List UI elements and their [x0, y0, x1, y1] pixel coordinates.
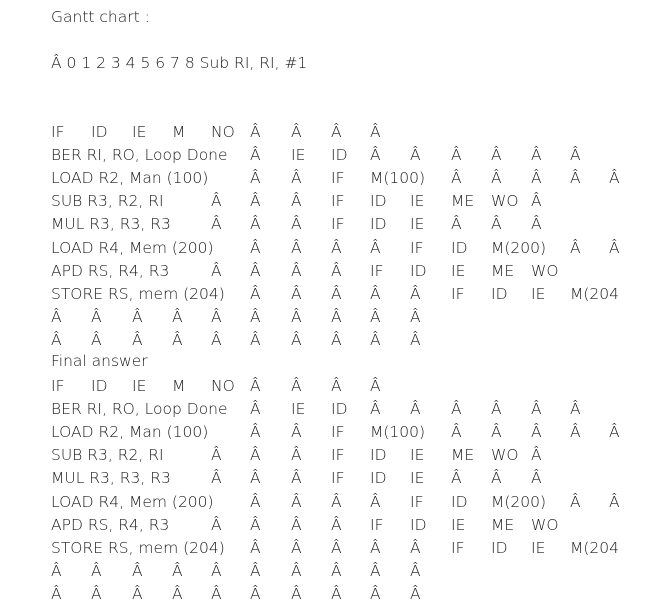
table-cell: M(100) — [370, 423, 426, 442]
row-label: LOAD R2, Man (100) — [51, 423, 209, 442]
table-cell: Â — [250, 169, 261, 188]
table-cell: Â — [291, 377, 302, 395]
table-cell: Â — [250, 561, 261, 580]
table-cell: Â — [291, 469, 302, 488]
table-cell: Â — [172, 584, 183, 603]
row-label: SUB R3, R2, RI — [51, 192, 164, 211]
table-cell: IE — [132, 377, 147, 395]
table-cell: ME — [491, 261, 515, 280]
table-cell: IF — [370, 261, 384, 280]
table-cell: Â — [91, 584, 102, 603]
table-cell: Â — [531, 423, 542, 442]
table-cell: Â — [410, 146, 421, 165]
table-cell: Â — [250, 123, 261, 141]
table-cell: IE — [291, 400, 306, 419]
table-cell: Â — [250, 400, 261, 419]
table-cell: IE — [410, 215, 425, 234]
table-cell: ME — [491, 515, 515, 534]
table-row — [0, 191, 667, 211]
table-row — [0, 145, 667, 165]
table-cell: Â — [291, 584, 302, 603]
table-cell: Â — [291, 284, 302, 303]
table-cell: IE — [132, 123, 147, 141]
table-row — [0, 515, 667, 535]
table-cell: Â — [291, 215, 302, 234]
table-cell: ID — [370, 469, 387, 488]
row-label: STORE RS, mem (204) — [51, 538, 225, 557]
table-cell: Â — [250, 284, 261, 303]
table-cell: ID — [491, 284, 508, 303]
table-cell: Â — [211, 584, 222, 603]
table-cell: Â — [331, 377, 342, 395]
table-cell: Â — [291, 238, 302, 257]
row-label: IF — [51, 123, 65, 141]
table-cell: IF — [331, 469, 345, 488]
table-cell: Â — [451, 400, 462, 419]
table-cell: Â — [250, 515, 261, 534]
row-label: Â — [51, 330, 62, 349]
table-cell: Â — [570, 146, 581, 165]
table-cell: ID — [370, 446, 387, 465]
table-cell: ID — [91, 377, 108, 395]
table-cell: Â — [250, 261, 261, 280]
table-cell: Â — [211, 261, 222, 280]
table-cell: ID — [370, 192, 387, 211]
table-cell: Â — [531, 169, 542, 188]
table-cell: IF — [331, 215, 345, 234]
table-cell: Â — [291, 261, 302, 280]
table-cell: M(204 — [570, 284, 620, 303]
table-cell: Â — [250, 215, 261, 234]
row-label: MUL R3, R3, R3 — [51, 215, 171, 234]
table-cell: WO — [491, 446, 519, 465]
row-label: APD RS, R4, R3 — [51, 261, 170, 280]
table-cell: Â — [570, 423, 581, 442]
table-cell: ME — [451, 192, 475, 211]
table-cell: Â — [531, 192, 542, 211]
table-cell: Â — [370, 538, 381, 557]
table-cell: Â — [331, 584, 342, 603]
row-label: BER RI, RO, Loop Done — [51, 400, 228, 419]
table-cell: Â — [250, 307, 261, 326]
table-cell: IF — [370, 515, 384, 534]
table-cell: Â — [570, 238, 581, 257]
table-row — [0, 492, 667, 512]
table-cell: Â — [172, 330, 183, 349]
table-cell: Â — [211, 192, 222, 211]
row-label: Â — [51, 307, 62, 326]
table-cell: Â — [370, 377, 381, 395]
row-label: LOAD R2, Man (100) — [51, 169, 209, 188]
row-label: STORE RS, mem (204) — [51, 284, 225, 303]
table-cell: Â — [609, 169, 620, 188]
table-cell: Â — [370, 400, 381, 419]
table-cell: Â — [491, 400, 502, 419]
table-cell: ID — [370, 215, 387, 234]
table-cell: Â — [172, 307, 183, 326]
table-cell: Â — [250, 469, 261, 488]
table-cell: Â — [211, 469, 222, 488]
table-cell: Â — [91, 307, 102, 326]
table-cell: Â — [531, 446, 542, 465]
table-cell: ID — [451, 238, 468, 257]
table-cell: Â — [250, 238, 261, 257]
table-cell: ID — [91, 123, 108, 141]
table-cell: Â — [491, 169, 502, 188]
table-cell: IE — [451, 261, 466, 280]
table-cell: Â — [370, 492, 381, 511]
table-cell: Â — [370, 330, 381, 349]
table-cell: Â — [250, 584, 261, 603]
table-cell: Â — [410, 538, 421, 557]
table-cell: Â — [211, 215, 222, 234]
table-cell: Â — [291, 423, 302, 442]
row-label: Â — [51, 584, 62, 603]
table-row — [0, 307, 667, 327]
table-cell: Â — [451, 169, 462, 188]
table-cell: Â — [370, 146, 381, 165]
table-cell: Â — [331, 330, 342, 349]
table-cell: Â — [172, 561, 183, 580]
row-label: LOAD R4, Mem (200) — [51, 238, 214, 257]
table-cell: Â — [331, 284, 342, 303]
table-row — [0, 468, 667, 488]
row-label: IF — [51, 377, 65, 395]
table-cell: Â — [451, 146, 462, 165]
table-cell: WO — [531, 515, 559, 534]
table-cell: Â — [250, 330, 261, 349]
table-cell: Â — [570, 400, 581, 419]
table-cell: IF — [410, 238, 424, 257]
row-label: SUB R3, R2, RI — [51, 446, 164, 465]
row-label: Â — [51, 561, 62, 580]
table-cell: M(200) — [491, 238, 547, 257]
table-cell: NO — [211, 123, 235, 141]
table-cell: Â — [451, 215, 462, 234]
table-cell: Â — [331, 492, 342, 511]
table-row — [0, 168, 667, 188]
table-cell: IF — [331, 423, 345, 442]
table-cell: WO — [491, 192, 519, 211]
table-cell: IF — [410, 492, 424, 511]
heading: Gantt chart : — [51, 8, 150, 26]
table-cell: Â — [331, 538, 342, 557]
table-cell: M(204 — [570, 538, 620, 557]
row-label: BER RI, RO, Loop Done — [51, 146, 228, 165]
table-cell: Â — [211, 330, 222, 349]
table-cell: ME — [451, 446, 475, 465]
table-cell: Â — [370, 561, 381, 580]
table-cell: IE — [531, 284, 546, 303]
table-cell: IF — [331, 446, 345, 465]
table-cell: NO — [211, 377, 235, 395]
table-cell: ID — [491, 538, 508, 557]
table-cell: Â — [531, 215, 542, 234]
table-row — [0, 214, 667, 234]
table-cell: Â — [331, 261, 342, 280]
table-cell: Â — [91, 561, 102, 580]
table-cell: Â — [491, 423, 502, 442]
table-cell: ID — [331, 400, 348, 419]
table-cell: Â — [211, 446, 222, 465]
table-cell: Â — [410, 307, 421, 326]
table-row — [0, 422, 667, 442]
table-cell: ID — [331, 146, 348, 165]
table-cell: ID — [451, 492, 468, 511]
header-line: Â 0 1 2 3 4 5 6 7 8 Sub RI, RI, #1 — [51, 54, 308, 72]
table-cell: IF — [451, 284, 465, 303]
table-cell: Â — [211, 515, 222, 534]
table-cell: Â — [609, 492, 620, 511]
table-cell: Â — [609, 423, 620, 442]
table-cell: Â — [291, 446, 302, 465]
row-label: APD RS, R4, R3 — [51, 515, 170, 534]
table-cell: Â — [570, 169, 581, 188]
table-cell: Â — [491, 469, 502, 488]
table-cell: Â — [132, 561, 143, 580]
table-cell: IF — [331, 192, 345, 211]
table-row — [0, 399, 667, 419]
table-cell: Â — [331, 123, 342, 141]
row-label: LOAD R4, Mem (200) — [51, 492, 214, 511]
table-cell: Â — [451, 469, 462, 488]
table-cell: Â — [211, 561, 222, 580]
table-cell: IF — [451, 538, 465, 557]
table-cell: IE — [410, 469, 425, 488]
table-cell: M(200) — [491, 492, 547, 511]
table-cell: Â — [250, 492, 261, 511]
table-cell: Â — [570, 492, 581, 511]
table-cell: Â — [410, 561, 421, 580]
table-cell: Â — [250, 192, 261, 211]
row-label: MUL R3, R3, R3 — [51, 469, 171, 488]
table-cell: ID — [410, 261, 427, 280]
table-cell: Â — [451, 423, 462, 442]
table-cell: Â — [291, 192, 302, 211]
table-cell: Â — [531, 469, 542, 488]
table-cell: Â — [291, 538, 302, 557]
table-row — [0, 330, 667, 350]
table-cell: Â — [291, 330, 302, 349]
table-cell: Â — [531, 146, 542, 165]
table-row — [0, 584, 667, 604]
table-cell: Â — [132, 330, 143, 349]
table-cell: Â — [250, 446, 261, 465]
table-cell: IE — [410, 192, 425, 211]
table-cell: Â — [132, 584, 143, 603]
table-cell: IE — [451, 515, 466, 534]
table-row — [0, 122, 667, 142]
table-cell: Â — [410, 330, 421, 349]
table-cell: M — [172, 123, 186, 141]
table-cell: Â — [291, 515, 302, 534]
table-cell: IE — [291, 146, 306, 165]
table-cell: Â — [91, 330, 102, 349]
table-cell: Â — [291, 307, 302, 326]
table-row — [0, 561, 667, 581]
table-row — [0, 261, 667, 281]
table-row — [0, 538, 667, 558]
table-row — [0, 445, 667, 465]
table-cell: WO — [531, 261, 559, 280]
table-cell: Â — [370, 238, 381, 257]
table-cell: Â — [291, 561, 302, 580]
table-cell: Â — [331, 238, 342, 257]
table-cell: Â — [410, 400, 421, 419]
table-cell: Â — [291, 123, 302, 141]
table-cell: Â — [609, 238, 620, 257]
table-cell: Â — [331, 307, 342, 326]
table-cell: M(100) — [370, 169, 426, 188]
table-cell: Â — [331, 561, 342, 580]
table-cell: Â — [132, 307, 143, 326]
table-cell: Â — [250, 377, 261, 395]
table-row — [0, 238, 667, 258]
table-cell: ID — [410, 515, 427, 534]
final-answer-title: Final answer — [51, 352, 148, 370]
table-row — [0, 284, 667, 304]
table-cell: Â — [410, 284, 421, 303]
table-row — [0, 376, 667, 396]
table-cell: Â — [370, 584, 381, 603]
table-cell: Â — [291, 492, 302, 511]
table-cell: Â — [370, 284, 381, 303]
table-cell: Â — [250, 146, 261, 165]
table-cell: Â — [370, 307, 381, 326]
table-cell: M — [172, 377, 186, 395]
table-cell: Â — [531, 400, 542, 419]
table-cell: Â — [331, 515, 342, 534]
table-cell: IF — [331, 169, 345, 188]
table-cell: Â — [370, 123, 381, 141]
table-cell: Â — [291, 169, 302, 188]
table-cell: IE — [531, 538, 546, 557]
table-cell: Â — [211, 307, 222, 326]
table-cell: Â — [250, 423, 261, 442]
table-cell: Â — [410, 584, 421, 603]
table-cell: Â — [491, 215, 502, 234]
table-cell: IE — [410, 446, 425, 465]
table-cell: Â — [491, 146, 502, 165]
table-cell: Â — [250, 538, 261, 557]
